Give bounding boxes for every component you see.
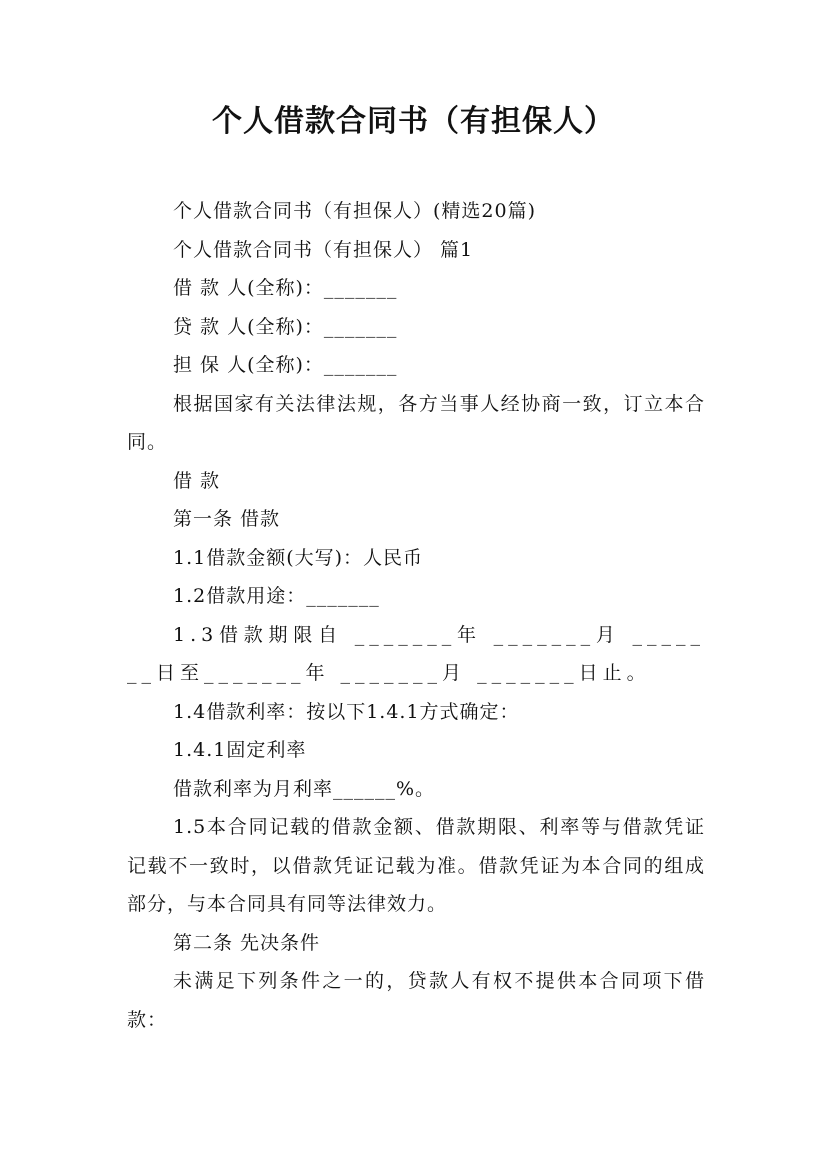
document-title: 个人借款合同书（有担保人） [212, 104, 615, 139]
paragraph-clause-1-4-1: 1.4.1固定利率 [173, 739, 307, 761]
paragraph-article-1: 第一条 借款 [173, 508, 281, 530]
paragraph-clause-1-3: 1.3借款期限自 _______年 _______月 _______日至_______年 _______月 _______日止。 [127, 623, 705, 684]
paragraph-conditions: 未满足下列条件之一的，贷款人有权不提供本合同项下借款： [127, 970, 705, 1031]
paragraph-clause-1-5: 1.5本合同记载的借款金额、借款期限、利率等与借款凭证记载不一致时，以借款凭证记载为准。借款凭证为本合同的组成部分，与本合同具有同等法律效力。 [127, 816, 705, 915]
paragraph-clause-1-2: 1.2借款用途：_______ [173, 585, 380, 607]
paragraph-chapter-heading: 个人借款合同书（有担保人） 篇1 [173, 238, 474, 261]
document-body [127, 192, 705, 1039]
paragraph-preamble: 根据国家有关法律法规，各方当事人经协商一致，订立本合同。 [127, 392, 705, 453]
paragraph-subtitle: 个人借款合同书（有担保人）(精选20篇) [173, 200, 537, 222]
paragraph-clause-1-1: 1.1借款金额(大写)：人民币 [173, 546, 424, 569]
paragraph-interest-rate: 借款利率为月利率______%。 [173, 777, 436, 800]
paragraph-section-loan: 借 款 [173, 469, 221, 492]
paragraph-lender: 贷 款 人(全称)：_______ [173, 315, 398, 338]
paragraph-clause-1-4: 1.4借款利率：按以下1.4.1方式确定： [173, 700, 520, 723]
paragraph-article-2: 第二条 先决条件 [173, 931, 321, 954]
paragraph-borrower: 借 款 人(全称)：_______ [173, 277, 398, 299]
paragraph-guarantor: 担 保 人(全称)：_______ [173, 354, 398, 376]
